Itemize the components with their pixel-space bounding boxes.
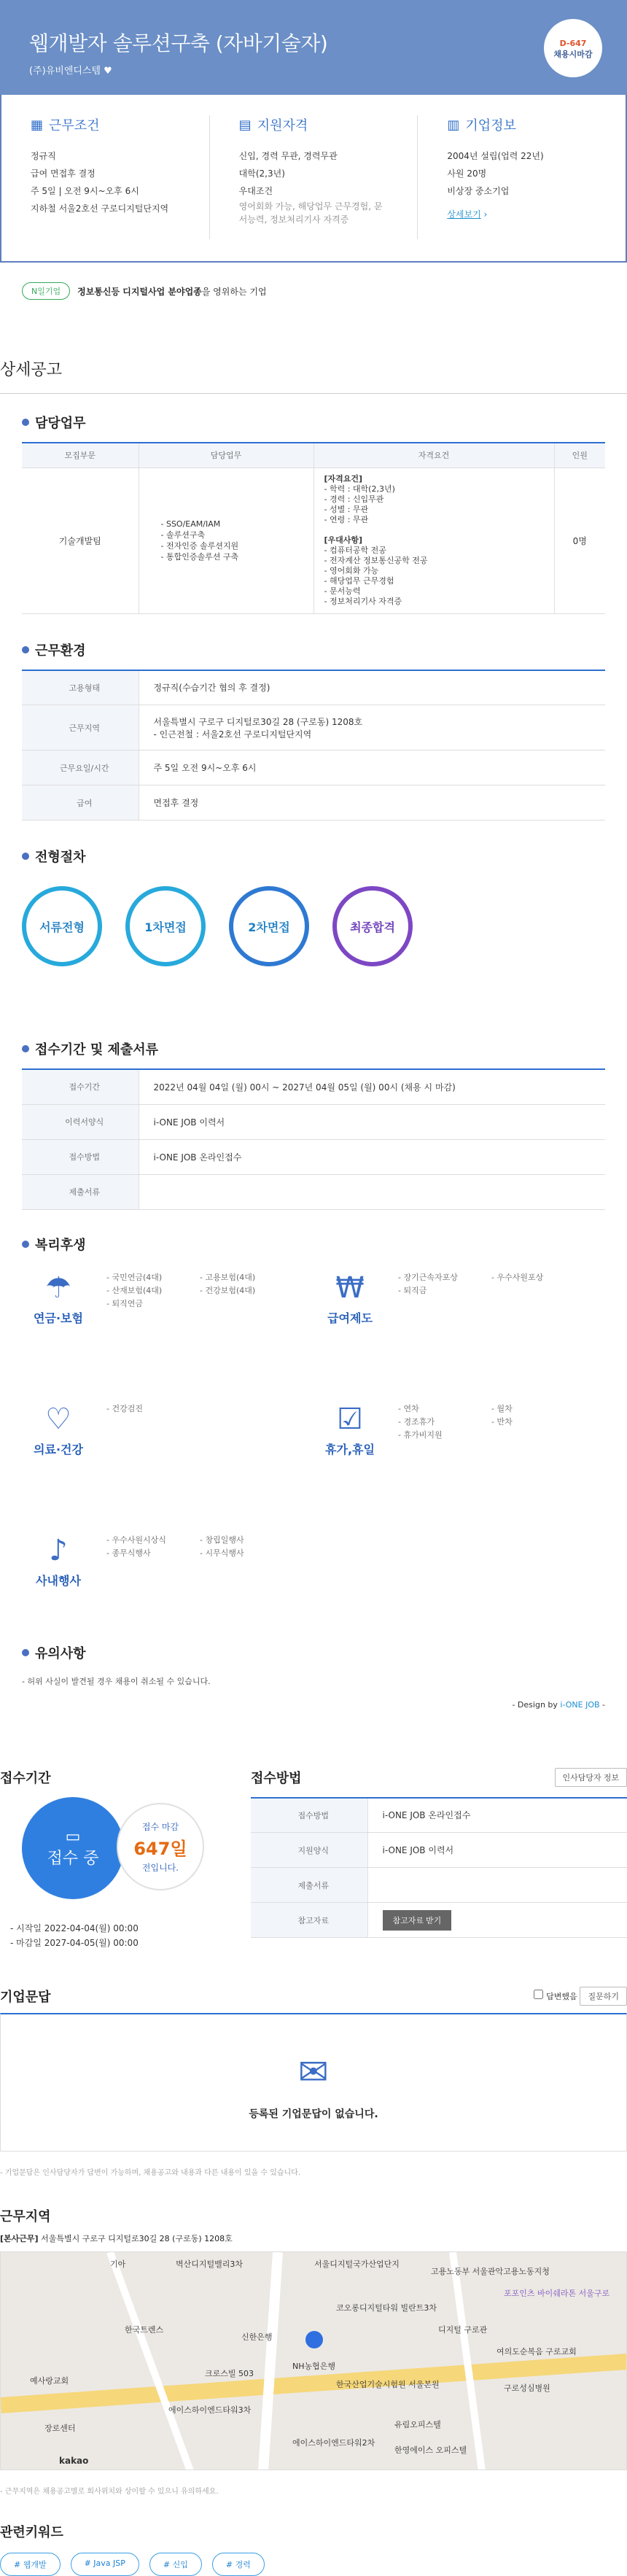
map-label: 기아 xyxy=(110,2259,126,2269)
apply-status: ▭ 접수 중 xyxy=(22,1797,124,1899)
heartbeat-icon: ♡ xyxy=(45,1402,71,1436)
duty-table: 모집부문 담당업무 자격요건 인원 기술개발팀 - SSO/EAM/IAM - 솔루션구축 - 전자인증 솔루션지원 - 통합인증솔루션 구축 [자격요건] - 학력 : 대학(2,3년) - 경력 : 신입무관 - 성별 : 무관 - 연령 : 무관 [우대사항] - 컴퓨터공학 전공 - 전자계산 정보통신공학 전공 - 영어회화 가능 - 해당업무 근무경험 - 문서능력 - 정보처리기사 자격증 0명 xyxy=(22,442,605,614)
calendar-icon: ▤ xyxy=(238,117,252,133)
calendar-check-icon: ☑ xyxy=(337,1402,363,1436)
duty-title: 담당업무 xyxy=(22,413,605,432)
contact-button[interactable]: 인사담당자 정보 xyxy=(555,1768,627,1787)
svg-text:유림오피스텔: 유림오피스텔 xyxy=(394,2419,441,2429)
svg-text:한국트렌스: 한국트렌스 xyxy=(125,2324,164,2335)
method-table: 접수방법 i-ONE JOB 온라인접수 지원양식 i-ONE JOB 이력서 제출서류 참고자료 참고자료 받기 xyxy=(251,1797,627,1939)
svg-text:한영에이스 오피스텔: 한영에이스 오피스텔 xyxy=(394,2445,467,2455)
keyword-tag[interactable]: # 신입 xyxy=(149,2553,202,2576)
step-2: 1차면접 xyxy=(125,886,206,966)
qualifications: ▤ 지원자격 신입, 경력 무관, 경력무관 대학(2,3년) 우대조건 영어회화 가능, 해당업무 근무경험, 문서능력, 정보처리기사 자격증 xyxy=(210,115,418,239)
welfare-grid: ☂ 연금·보험 - 국민연금(4대) - 고용보험(4대) - 산재보험(4대) - 건강보험(4대) - 퇴직연금 ₩ 급여제도 - 장기근속자포상 - 우수사원포상 - 퇴직금 ♡ 의료·건강 - 건강검진 ☑ 휴가,휴일 - 연차 - 월차 - 경조휴가 - 반차 - 휴가비지원 ♪ 사내행사 - 우수사원시상식 - 창립일행사 - 종무식행사 - 시무식행사 xyxy=(22,1271,605,1636)
qna-section: 기업문답 답변했음 질문하기 ✉ 등록된 기업문답이 없습니다. - 기업문답은 인사담당자가 답변이 가능하며, 채용공고와 내용과 다른 내용이 있을 수 있습니다. xyxy=(0,1987,627,2177)
svg-text:여의도순복음 구로교회: 여의도순복음 구로교회 xyxy=(496,2346,577,2356)
summary-panel xyxy=(0,95,627,263)
download-reference-button[interactable]: 참고자료 받기 xyxy=(383,1910,452,1931)
env-table: 고용형태 정규직(수습기간 협의 후 결정) 근무지역 서울특별시 구로구 디지털로30길 28 (구로동) 1208호 - 인근전철 : 서울2호선 구로디지털단지역 근무요일/시간 주 5일 오전 9시~오후 6시 급여 면접후 결정 xyxy=(22,670,605,821)
location-section: 근무지역 [본사근무] 서울특별시 구로구 디지털로30길 28 (구로동) 1208호 기아 벽산디지털밸리3차 서울디지털국가산업단지 고용노동부 서울관악고용노동지청 포포인츠 바이쉐라톤 서울구로 한국트렌스 신한은행 코오롱디지털타워 빌란트3차 디지털 구로관 여의도순복음 구로교회 NH농협은행 크로스빌 503 한국산업기술시험원 서울본원 구로성심병원 예사랑교회 에이스하이엔드타워3차 유림오피스텔 에이스하이엔드타워2차 한영에이스 오피스텔 장로센터 kakao - 근무지역은 채용공고별로 회사위치와 상이할 수 있으니 유의하세요. xyxy=(0,2206,627,2496)
svg-text:에이스하이엔드타워2차: 에이스하이엔드타워2차 xyxy=(292,2437,375,2448)
svg-text:NH농협은행: NH농협은행 xyxy=(292,2361,336,2371)
step-4: 최종합격 xyxy=(332,886,413,966)
ask-button[interactable]: 질문하기 xyxy=(580,1987,627,2006)
apply-section: 접수기간 ▭ 접수 중 접수 마감 647일 전입니다. - 시작일 2022-04-04(월) 00:00 - 마감일 2027-04-05(월) 00:00 접수방법 인사담당자 정보 접수방법 i-ONE JOB 온라인접수 지원양식 i-ONE JOB 이력서 제출서류 참고자료 참고자료 받기 xyxy=(0,1768,627,1950)
keyword-tag[interactable]: # Java JSP xyxy=(71,2553,139,2576)
work-conditions: ▦ 근무조건 정규직 급여 면접후 결정 주 5일 | 오전 9시~오후 6시 지하철 서울2호선 구로디지털단지역 xyxy=(1,115,210,239)
keyword-tag[interactable]: # 웹개발 xyxy=(0,2553,61,2576)
svg-text:장로센터: 장로센터 xyxy=(44,2423,76,2433)
receipt-table: 접수기간 2022년 04월 04일 (월) 00시 ~ 2027년 04월 05일 (월) 00시 (채용 시 마감) 이력서양식 i-ONE JOB 이력서 접수방법 i-ONE JOB 온라인접수 제출서류 xyxy=(22,1068,605,1210)
svg-text:에이스하이엔드타워3차: 에이스하이엔드타워3차 xyxy=(168,2405,252,2415)
svg-text:고용노동부 서울관악고용노동지청: 고용노동부 서울관악고용노동지청 xyxy=(431,2266,550,2276)
building-icon: ▦ xyxy=(31,117,44,133)
answered-checkbox[interactable] xyxy=(534,1990,543,1999)
company-detail-link[interactable]: 상세보기 xyxy=(447,209,481,220)
detail-title: 상세공고 xyxy=(0,361,63,379)
chart-icon: ▥ xyxy=(447,117,460,133)
svg-text:신한은행: 신한은행 xyxy=(241,2332,273,2342)
svg-text:크로스빌 503: 크로스빌 503 xyxy=(205,2368,254,2378)
microphone-icon: ♪ xyxy=(49,1533,68,1567)
keyword-tag[interactable]: # 경력 xyxy=(212,2553,265,2576)
badge-row: N일기업 정보통신등 디지털사업 분야업종을 영위하는 기업 xyxy=(22,283,627,299)
heart-icon[interactable]: ♥ xyxy=(104,66,112,77)
company-info: ▥ 기업정보 2004년 설립(업력 22년) 사원 20명 비상장 중소기업 상세보기 › xyxy=(447,117,544,220)
svg-text:한국산업기술시험원 서울본원: 한국산업기술시험원 서울본원 xyxy=(336,2379,440,2389)
job-header xyxy=(0,0,627,95)
job-title: 웹개발자 솔루션구축 (자바기술자) xyxy=(29,31,328,55)
kakao-logo: kakao xyxy=(59,2455,89,2466)
svg-text:구로성심병원: 구로성심병원 xyxy=(504,2383,550,2393)
svg-text:디지털 구로관: 디지털 구로관 xyxy=(438,2324,488,2335)
detail-box: 담당업무 모집부문 담당업무 자격요건 인원 기술개발팀 - SSO/EAM/IAM - 솔루션구축 - 전자인증 솔루션지원 - 통합인증솔루션 구축 [자격요건] - 학력 : 대학(2,3년) - 경력 : 신입무관 - 성별 : 무관 - 연령 : 무관 [우대사항] - 컴퓨터공학 전공 - 전자계산 정보통신공학 전공 - 영어회화 가능 - 해당업무 근무경험 - 문서능력 - 정보처리기사 자격증 0명 근무환경 고용형태 정규직(수습기간 협의 후 결정) 근무지역 서울특별시 구로구 디지털로30길 28 (구로동) 1208호 - 인근전철 : 서울2호선 구로디지털단지역 근무요일/시간 주 5일 오전 9시~오후 6시 급여 면접후 결정 전형절차 서류전형 1차면접 2차면접 최종합격 접수기간 및 제출서류 접수기간 2022년 04월 04일 (월) 00시 ~ 2027년 04월 05일 (월) 00시 (채용 시 마감) 이력서양식 i-ONE JOB 이력서 접수방법 i-ONE JOB 온라인접수 제출서류 복리후생 ☂ 연금·보험 - 국민연금(4대) - 고용보험(4대) - 산재보험(4대) - 건강보험(4대) - 퇴직연금 ₩ 급여제도 - 장기근속자포상 - 우수사원포상 - 퇴직금 ♡ 의료·건강 - 건강검진 ☑ 휴가,휴일 - 연차 - 월차 - 경조휴가 - 반차 - 휴가비지원 ♪ 사내행사 - 우수사원시상식 - 창립일행사 - 종무식행사 - 시무식행사 유의사항 - 허위 사실이 발견될 경우 채용이 취소될 수 있습니다. - Design by i-ONE JOB - xyxy=(0,393,627,1710)
deadline-circle: 접수 마감 647일 전입니다. xyxy=(117,1803,204,1890)
process-steps xyxy=(22,886,605,966)
step-1: 서류전형 xyxy=(22,886,102,966)
envelope-icon: ✉ xyxy=(298,2050,329,2093)
step-3: 2차면접 xyxy=(229,886,309,966)
category-pill: N일기업 xyxy=(22,282,70,300)
dday-badge: D-647 채용시마감 xyxy=(544,19,602,77)
company-name[interactable]: (주)유비엔디스템 ♥ xyxy=(29,66,112,77)
svg-text:벽산디지털밸리3차: 벽산디지털밸리3차 xyxy=(176,2259,244,2269)
svg-text:예사랑교회: 예사랑교회 xyxy=(30,2375,69,2386)
svg-text:코오롱디지털타워 빌란트3차: 코오롱디지털타워 빌란트3차 xyxy=(336,2303,437,2313)
money-icon: ₩ xyxy=(335,1270,365,1305)
map[interactable] xyxy=(0,2251,627,2470)
book-icon: ▭ xyxy=(65,1827,81,1846)
pension-icon: ☂ xyxy=(45,1270,71,1305)
svg-text:서울디지털국가산업단지: 서울디지털국가산업단지 xyxy=(314,2259,400,2269)
svg-text:포포인츠 바이쉐라톤 서울구로: 포포인츠 바이쉐라톤 서울구로 xyxy=(504,2288,610,2298)
keyword-section: 관련키워드 # 웹개발 # Java JSP # 신입 # 경력 xyxy=(0,2522,627,2576)
